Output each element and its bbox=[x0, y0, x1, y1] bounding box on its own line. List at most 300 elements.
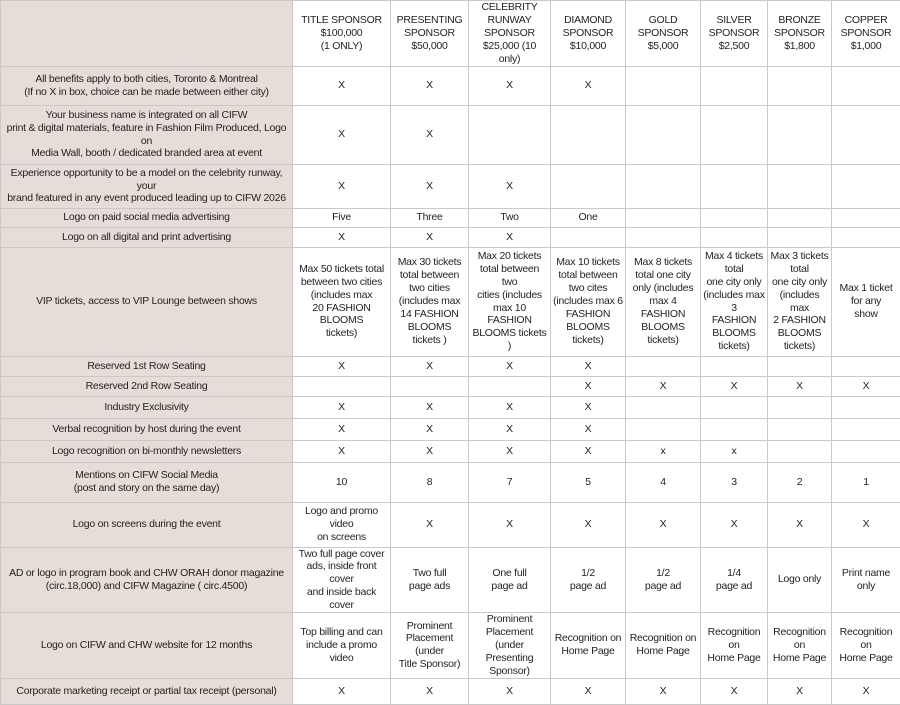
tier-value-line: Home Page bbox=[553, 645, 623, 658]
tier-value-line: One full bbox=[471, 567, 548, 580]
tier-value-line: X bbox=[471, 401, 548, 414]
tier-value-line: 5 bbox=[553, 476, 623, 489]
tier-value-line: BLOOMS bbox=[770, 327, 829, 340]
tier-header-line: $2,500 bbox=[703, 40, 765, 53]
tier-value-cell bbox=[391, 678, 469, 704]
tier-value-cell bbox=[626, 66, 701, 105]
tier-value-line: max 4 FASHION bbox=[628, 295, 698, 321]
tier-value-line: X bbox=[834, 518, 898, 531]
tier-value-cell bbox=[469, 418, 551, 440]
tier-value-line: X bbox=[553, 401, 623, 414]
tier-value-cell bbox=[391, 440, 469, 462]
tier-value-cell bbox=[768, 502, 832, 547]
tier-value-line: 14 FASHION bbox=[393, 308, 466, 321]
tier-header-line: $1,000 bbox=[834, 40, 898, 53]
tier-value-line: X bbox=[471, 445, 548, 458]
benefit-label bbox=[1, 66, 293, 105]
tier-value-cell bbox=[701, 396, 768, 418]
header-corner-cell bbox=[1, 1, 293, 67]
tier-value-line: X bbox=[471, 518, 548, 531]
tier-value-line: X bbox=[628, 518, 698, 531]
tier-value-line: X bbox=[295, 685, 388, 698]
tier-value-cell bbox=[293, 547, 391, 613]
tier-value-cell bbox=[469, 502, 551, 547]
tier-value-cell bbox=[391, 418, 469, 440]
benefit-label-line: Logo recognition on bi-monthly newsletters bbox=[5, 445, 288, 458]
tier-value-cell bbox=[768, 396, 832, 418]
benefit-label-line: Your business name is integrated on all CIFW bbox=[5, 109, 288, 122]
tier-value-cell bbox=[293, 440, 391, 462]
benefit-label bbox=[1, 356, 293, 376]
tier-value-cell bbox=[832, 440, 900, 462]
tier-value-cell bbox=[832, 396, 900, 418]
tier-value-line: 1/4 bbox=[703, 567, 765, 580]
tier-value-cell bbox=[293, 208, 391, 227]
tier-value-cell bbox=[391, 462, 469, 502]
tier-value-cell bbox=[551, 547, 626, 613]
tier-value-line: Max 10 tickets bbox=[553, 256, 623, 269]
benefit-row bbox=[1, 440, 900, 462]
tier-value-line: X bbox=[295, 128, 388, 141]
tier-value-line: Recognition on bbox=[770, 626, 829, 652]
tier-value-line: show bbox=[834, 308, 898, 321]
tier-value-cell bbox=[551, 105, 626, 164]
tier-value-cell bbox=[768, 678, 832, 704]
tier-value-cell bbox=[832, 356, 900, 376]
tier-value-cell bbox=[551, 356, 626, 376]
tier-value-line: X bbox=[553, 380, 623, 393]
tier-value-line: FASHION bbox=[703, 314, 765, 327]
tier-value-cell bbox=[293, 678, 391, 704]
tier-value-line: Logo and promo video bbox=[295, 505, 388, 531]
tier-value-cell bbox=[626, 440, 701, 462]
tier-value-cell bbox=[391, 105, 469, 164]
tier-value-line: X bbox=[553, 445, 623, 458]
benefit-label-line: Logo on paid social media advertising bbox=[5, 211, 288, 224]
benefit-row bbox=[1, 502, 900, 547]
tier-value-cell bbox=[701, 227, 768, 247]
tier-value-cell bbox=[768, 247, 832, 356]
tier-header-line: (1 ONLY) bbox=[295, 40, 388, 53]
tier-value-cell bbox=[469, 440, 551, 462]
benefits-table-body bbox=[1, 66, 900, 704]
tier-value-line: total between two bbox=[471, 263, 548, 289]
tier-value-cell bbox=[293, 418, 391, 440]
benefit-label-line: Logo on all digital and print advertising bbox=[5, 231, 288, 244]
tier-value-cell bbox=[551, 66, 626, 105]
benefit-label-line: AD or logo in program book and CHW ORAH donor magazine bbox=[5, 567, 288, 580]
tier-value-line: Top billing and can bbox=[295, 626, 388, 639]
tier-value-cell bbox=[626, 227, 701, 247]
tier-value-cell bbox=[469, 376, 551, 396]
tier-value-cell bbox=[626, 613, 701, 679]
tier-value-line: total bbox=[703, 263, 765, 276]
tier-value-cell bbox=[768, 613, 832, 679]
tier-value-cell bbox=[832, 164, 900, 208]
tier-value-line: tickets) bbox=[703, 340, 765, 353]
tier-value-cell bbox=[391, 376, 469, 396]
tier-value-line: 2 FASHION bbox=[770, 314, 829, 327]
tier-value-line: for any bbox=[834, 295, 898, 308]
tier-header-line: DIAMOND bbox=[553, 14, 623, 27]
tier-value-cell bbox=[701, 105, 768, 164]
tier-value-line: Max 50 tickets total bbox=[295, 263, 388, 276]
tier-value-cell bbox=[626, 396, 701, 418]
tier-header-line: SPONSOR bbox=[553, 27, 623, 40]
benefit-label bbox=[1, 105, 293, 164]
tier-value-line: (includes max bbox=[393, 295, 466, 308]
tier-value-line: only (includes bbox=[628, 282, 698, 295]
tier-value-cell bbox=[832, 247, 900, 356]
benefit-label bbox=[1, 418, 293, 440]
tier-header-line: $50,000 bbox=[393, 40, 466, 53]
tier-value-line: X bbox=[471, 360, 548, 373]
tier-value-cell bbox=[832, 66, 900, 105]
tier-value-line: BLOOMS bbox=[703, 327, 765, 340]
tier-header-line: COPPER bbox=[834, 14, 898, 27]
tier-value-cell bbox=[701, 66, 768, 105]
tier-header-line: PRESENTING bbox=[393, 14, 466, 27]
tier-value-cell bbox=[551, 613, 626, 679]
tier-value-line: X bbox=[295, 79, 388, 92]
tier-value-line: X bbox=[553, 518, 623, 531]
tier-header-line: SPONSOR bbox=[628, 27, 698, 40]
tier-value-cell bbox=[832, 376, 900, 396]
tier-value-line: Logo only bbox=[770, 573, 829, 586]
benefit-label-line: All benefits apply to both cities, Toronto & Montreal bbox=[5, 73, 288, 86]
tier-value-line: X bbox=[393, 180, 466, 193]
tier-value-cell bbox=[701, 356, 768, 376]
tier-value-line: (includes max 3 bbox=[703, 289, 765, 315]
tier-value-line: Sponsor) bbox=[471, 665, 548, 678]
tier-header-line: SPONSOR bbox=[393, 27, 466, 40]
tier-value-cell bbox=[701, 208, 768, 227]
tier-value-line: Two bbox=[471, 211, 548, 224]
tier-value-line: X bbox=[393, 231, 466, 244]
benefit-label bbox=[1, 613, 293, 679]
benefit-label bbox=[1, 227, 293, 247]
tier-value-cell bbox=[832, 502, 900, 547]
benefit-label-line: Reserved 2nd Row Seating bbox=[5, 380, 288, 393]
tier-value-line: X bbox=[834, 685, 898, 698]
tier-value-line: X bbox=[703, 685, 765, 698]
tier-value-cell bbox=[391, 227, 469, 247]
benefit-row bbox=[1, 247, 900, 356]
benefit-label-line: Reserved 1st Row Seating bbox=[5, 360, 288, 373]
benefit-label-line: print & digital materials, feature in Fashion Film Produced, Logo on bbox=[5, 122, 288, 148]
tier-value-cell bbox=[768, 547, 832, 613]
tier-value-cell bbox=[626, 356, 701, 376]
tier-value-cell bbox=[832, 613, 900, 679]
tier-value-line: X bbox=[834, 380, 898, 393]
tier-value-line: X bbox=[393, 685, 466, 698]
tier-value-line: Max 3 tickets bbox=[770, 250, 829, 263]
tier-header-line: SPONSOR bbox=[834, 27, 898, 40]
tier-value-cell bbox=[293, 356, 391, 376]
benefit-row bbox=[1, 613, 900, 679]
tier-value-line: 4 bbox=[628, 476, 698, 489]
tier-value-line: BLOOMS tickets) bbox=[628, 321, 698, 347]
tier-value-line: ads, inside front cover bbox=[295, 560, 388, 586]
benefit-label-line: VIP tickets, access to VIP Lounge between shows bbox=[5, 295, 288, 308]
tier-value-line: X bbox=[703, 518, 765, 531]
tier-value-line: FASHION BLOOMS bbox=[553, 308, 623, 334]
tier-value-line: x bbox=[628, 445, 698, 458]
tier-value-cell bbox=[626, 208, 701, 227]
tier-value-line: X bbox=[770, 380, 829, 393]
tier-value-cell bbox=[832, 208, 900, 227]
benefit-label bbox=[1, 678, 293, 704]
tier-value-line: Prominent bbox=[393, 620, 466, 633]
tier-value-line: Max 1 ticket bbox=[834, 282, 898, 295]
tier-value-cell bbox=[832, 462, 900, 502]
tier-value-line: two cites bbox=[553, 282, 623, 295]
tier-value-cell bbox=[551, 227, 626, 247]
tier-value-line: X bbox=[393, 445, 466, 458]
tier-value-line: X bbox=[628, 380, 698, 393]
tier-value-cell bbox=[551, 164, 626, 208]
tier-value-line: X bbox=[553, 685, 623, 698]
tier-value-line: Home Page bbox=[770, 652, 829, 665]
tier-value-cell bbox=[293, 105, 391, 164]
tier-value-line: 3 bbox=[703, 476, 765, 489]
tier-value-cell bbox=[469, 164, 551, 208]
tier-value-cell bbox=[768, 440, 832, 462]
tier-header-line: $1,800 bbox=[770, 40, 829, 53]
tier-value-line: total between bbox=[553, 269, 623, 282]
benefit-row bbox=[1, 547, 900, 613]
tier-value-cell bbox=[469, 356, 551, 376]
benefit-row bbox=[1, 227, 900, 247]
benefit-label bbox=[1, 208, 293, 227]
benefit-row bbox=[1, 678, 900, 704]
tier-value-line: (includes max bbox=[770, 289, 829, 315]
tier-header-line: SILVER bbox=[703, 14, 765, 27]
tier-value-line: 1 bbox=[834, 476, 898, 489]
tier-value-cell bbox=[626, 164, 701, 208]
tier-value-line: cities (includes bbox=[471, 289, 548, 302]
benefit-label-line: Corporate marketing receipt or partial tax receipt (personal) bbox=[5, 685, 288, 698]
tier-value-line: Recognition on bbox=[834, 626, 898, 652]
tier-value-cell bbox=[391, 547, 469, 613]
tier-value-line: X bbox=[471, 180, 548, 193]
tier-value-line: page ad bbox=[703, 580, 765, 593]
tier-value-cell bbox=[701, 418, 768, 440]
tier-value-line: X bbox=[553, 360, 623, 373]
tier-value-cell bbox=[469, 247, 551, 356]
tier-value-cell bbox=[626, 418, 701, 440]
tier-value-cell bbox=[701, 376, 768, 396]
tier-value-line: total bbox=[770, 263, 829, 276]
tier-value-cell bbox=[626, 247, 701, 356]
benefit-label-line: Logo on screens during the event bbox=[5, 518, 288, 531]
tier-value-line: X bbox=[471, 231, 548, 244]
tier-value-cell bbox=[293, 613, 391, 679]
tier-value-cell bbox=[391, 502, 469, 547]
tier-value-line: X bbox=[770, 685, 829, 698]
tier-value-line: 20 FASHION BLOOMS bbox=[295, 302, 388, 328]
tier-value-line: page ad bbox=[553, 580, 623, 593]
tier-value-line: Max 30 tickets bbox=[393, 256, 466, 269]
tier-value-line: tickets) bbox=[553, 334, 623, 347]
benefit-label-line: Media Wall, booth / dedicated branded area at event bbox=[5, 147, 288, 160]
tier-value-cell bbox=[768, 208, 832, 227]
tier-value-line: X bbox=[770, 518, 829, 531]
tier-value-line: one city only bbox=[703, 276, 765, 289]
tier-value-cell bbox=[551, 396, 626, 418]
tier-value-cell bbox=[701, 462, 768, 502]
tier-value-line: BLOOMS bbox=[393, 321, 466, 334]
tier-value-cell bbox=[293, 66, 391, 105]
tier-value-line: X bbox=[553, 79, 623, 92]
tier-value-line: X bbox=[295, 231, 388, 244]
tier-value-cell bbox=[768, 66, 832, 105]
tier-value-line: 10 bbox=[295, 476, 388, 489]
tier-value-line: Print name only bbox=[834, 567, 898, 593]
tier-value-line: tickets) bbox=[770, 340, 829, 353]
tier-value-line: X bbox=[471, 423, 548, 436]
benefit-row bbox=[1, 462, 900, 502]
tier-value-cell bbox=[832, 547, 900, 613]
benefit-label-line: Mentions on CIFW Social Media bbox=[5, 469, 288, 482]
tier-value-line: Prominent bbox=[471, 613, 548, 626]
tier-header-row bbox=[1, 1, 900, 67]
tier-value-line: Home Page bbox=[703, 652, 765, 665]
tier-value-line: include a promo video bbox=[295, 639, 388, 665]
tier-value-cell bbox=[701, 613, 768, 679]
tier-header-line: TITLE SPONSOR bbox=[295, 14, 388, 27]
tier-value-line: X bbox=[295, 360, 388, 373]
tier-value-cell bbox=[626, 502, 701, 547]
tier-value-line: total between bbox=[393, 269, 466, 282]
tier-value-line: X bbox=[553, 423, 623, 436]
benefit-row bbox=[1, 164, 900, 208]
tier-value-cell bbox=[701, 247, 768, 356]
benefit-label-line: Experience opportunity to be a model on the celebrity runway, your bbox=[5, 167, 288, 193]
tier-header-line: $5,000 bbox=[628, 40, 698, 53]
tier-value-line: total one city bbox=[628, 269, 698, 282]
tier-value-cell bbox=[391, 247, 469, 356]
tier-value-line: X bbox=[628, 685, 698, 698]
tier-value-line: and inside back cover bbox=[295, 586, 388, 612]
tier-value-line: Home Page bbox=[628, 645, 698, 658]
tier-value-cell bbox=[469, 678, 551, 704]
tier-value-cell bbox=[293, 462, 391, 502]
tier-value-line: BLOOMS tickets ) bbox=[471, 327, 548, 353]
tier-header-presenting bbox=[391, 1, 469, 67]
tier-header-bronze bbox=[768, 1, 832, 67]
tier-value-cell bbox=[293, 227, 391, 247]
tier-header-diamond bbox=[551, 1, 626, 67]
tier-header-line: $25,000 (10 only) bbox=[471, 40, 548, 66]
tier-value-line: (includes max bbox=[295, 289, 388, 302]
tier-value-cell bbox=[391, 164, 469, 208]
tier-value-line: on screens bbox=[295, 531, 388, 544]
tier-value-line: Recognition on bbox=[703, 626, 765, 652]
benefit-row bbox=[1, 105, 900, 164]
tier-value-line: 1/2 bbox=[553, 567, 623, 580]
tier-value-line: Title Sponsor) bbox=[393, 658, 466, 671]
tier-value-line: between two cities bbox=[295, 276, 388, 289]
benefit-label bbox=[1, 502, 293, 547]
tier-value-cell bbox=[832, 227, 900, 247]
tier-header-gold bbox=[626, 1, 701, 67]
tier-value-cell bbox=[469, 208, 551, 227]
benefit-label-line: (post and story on the same day) bbox=[5, 482, 288, 495]
tier-value-cell bbox=[391, 396, 469, 418]
tier-header-silver bbox=[701, 1, 768, 67]
tier-value-cell bbox=[768, 376, 832, 396]
tier-header-line: SPONSOR bbox=[770, 27, 829, 40]
benefit-label bbox=[1, 396, 293, 418]
tier-value-cell bbox=[293, 247, 391, 356]
tier-value-cell bbox=[626, 105, 701, 164]
tier-value-line: Max 4 tickets bbox=[703, 250, 765, 263]
tier-value-cell bbox=[469, 547, 551, 613]
tier-value-cell bbox=[551, 418, 626, 440]
tier-value-line: X bbox=[393, 401, 466, 414]
tier-value-line: Home Page bbox=[834, 652, 898, 665]
tier-value-line: (includes max 6 bbox=[553, 295, 623, 308]
tier-value-line: X bbox=[295, 423, 388, 436]
tier-value-cell bbox=[551, 208, 626, 227]
tier-value-line: X bbox=[393, 423, 466, 436]
tier-value-line: 2 bbox=[770, 476, 829, 489]
tier-value-cell bbox=[391, 613, 469, 679]
tier-value-cell bbox=[469, 462, 551, 502]
tier-value-line: Max 20 tickets bbox=[471, 250, 548, 263]
tier-value-cell bbox=[293, 396, 391, 418]
tier-value-cell bbox=[701, 547, 768, 613]
tier-value-cell bbox=[551, 462, 626, 502]
tier-value-cell bbox=[832, 418, 900, 440]
tier-header-celebrity-runway bbox=[469, 1, 551, 67]
tier-value-cell bbox=[626, 462, 701, 502]
tier-value-cell bbox=[293, 164, 391, 208]
benefit-label bbox=[1, 440, 293, 462]
tier-value-cell bbox=[626, 678, 701, 704]
tier-value-line: max 10 FASHION bbox=[471, 302, 548, 328]
tier-value-cell bbox=[469, 613, 551, 679]
tier-value-cell bbox=[768, 227, 832, 247]
tier-value-cell bbox=[293, 502, 391, 547]
tier-value-cell bbox=[551, 440, 626, 462]
tier-value-line: X bbox=[393, 128, 466, 141]
tier-value-cell bbox=[469, 396, 551, 418]
tier-value-line: Three bbox=[393, 211, 466, 224]
tier-value-cell bbox=[469, 227, 551, 247]
tier-value-cell bbox=[551, 247, 626, 356]
benefit-row bbox=[1, 66, 900, 105]
tier-header-line: $10,000 bbox=[553, 40, 623, 53]
tier-value-line: page ads bbox=[393, 580, 466, 593]
benefit-label-line: Industry Exclusivity bbox=[5, 401, 288, 414]
tier-header-copper bbox=[832, 1, 900, 67]
benefit-row bbox=[1, 208, 900, 227]
tier-value-line: 7 bbox=[471, 476, 548, 489]
tier-value-line: tickets) bbox=[295, 327, 388, 340]
tier-value-cell bbox=[832, 105, 900, 164]
tier-value-cell bbox=[551, 502, 626, 547]
benefit-label-line: (circ.18,000) and CIFW Magazine ( circ.4500) bbox=[5, 580, 288, 593]
tier-value-line: one city only bbox=[770, 276, 829, 289]
tier-value-cell bbox=[626, 547, 701, 613]
tier-header-line: SPONSOR bbox=[703, 27, 765, 40]
tier-value-line: x bbox=[703, 445, 765, 458]
tier-header-title bbox=[293, 1, 391, 67]
tier-value-line: 1/2 bbox=[628, 567, 698, 580]
tier-value-cell bbox=[551, 376, 626, 396]
